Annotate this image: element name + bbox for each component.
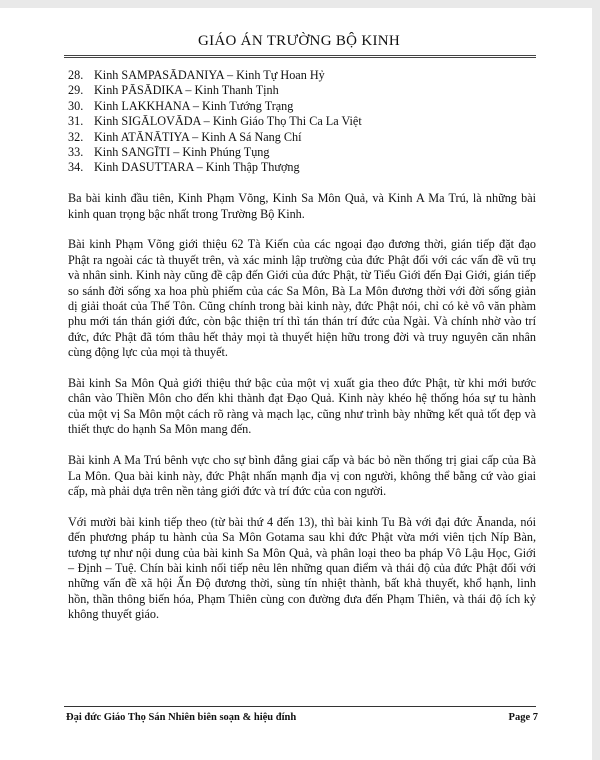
list-item-text: Kinh DASUTTARA – Kinh Thập Thượng — [94, 160, 300, 175]
footer-author: Đại đức Giáo Thọ Sán Nhiên biên soạn & hiệu đính — [66, 712, 297, 723]
header-rule — [64, 55, 536, 58]
list-item-number: 29. — [68, 83, 84, 98]
list-item-number: 31. — [68, 114, 84, 129]
list-item — [68, 160, 536, 175]
list-item-text: Kinh SAMPASĀDANIYA – Kinh Tự Hoan Hỷ — [94, 68, 325, 82]
viewer-frame-top — [0, 0, 600, 8]
footer-rule — [64, 706, 536, 707]
paragraph-intro: Ba bài kinh đầu tiên, Kinh Phạm Võng, Kinh Sa Môn Quả, và Kinh A Ma Trú, là những bài kinh quan trọng bậc nhất trong Trường Bộ Kinh. — [68, 191, 536, 221]
viewer-frame-right — [592, 0, 600, 760]
list-item — [68, 114, 536, 129]
paragraph-sa-mon-qua: Bài kinh Sa Môn Quả giới thiệu thứ bậc của một vị xuất gia theo đức Phật, từ khi mới bước chân vào Thiền Môn cho đến khi thành đạt Đạo Quả. Kinh này khéo hệ thống hóa sự tu hành của một vị Sa Môn một cách rõ ràng và mạch lạc, cũng như trình bày những kết quả tốt đẹp và thiết thực do hạnh Sa Môn mang đến. — [68, 376, 536, 437]
list-item-text: Kinh ATĀNĀTIYA – Kinh A Sá Nang Chí — [94, 129, 302, 144]
list-item-text: Kinh SIGĀLOVĀDA – Kinh Giáo Thọ Thi Ca La Việt — [94, 114, 362, 129]
list-item-text: Kinh PĀSĀDIKA – Kinh Thanh Tịnh — [94, 83, 279, 98]
list-item-number: 33. — [68, 145, 84, 160]
sutta-list — [68, 68, 536, 176]
paragraph-pham-vong: Bài kinh Phạm Võng giới thiệu 62 Tà Kiến của các ngoại đạo đương thời, gián tiếp đặt đạo Phật ra ngoài các tà thuyết trên, và xác minh lập trường của đức Phật đối với các vấn đề vũ trụ và nhân sinh. Kinh này cũng đề cập đến Giới của đức Phật, từ Tiểu Giới đến Đại Giới, gián tiếp so sánh đời sống xa hoa phù phiếm của các Sa Môn, Bà La Môn đương thời với đời sống giản dị giải thoát của Thế Tôn. Cũng chính trong bài kinh này, đức Phật nói, chỉ có kẻ vô văn phàm phu mới tán thán giới đức, còn bậc thiện trí thì tán thán trí đức của Ngài. Và chính nhờ vào trí đức, đức Phật đã tóm thâu hết thảy mọi tà thuyết hiện hữu trong đời và truy nguyên căn nhân cùng động lực của mọi tà thuyết. — [68, 237, 536, 360]
list-item-number: 28. — [68, 68, 84, 82]
list-item-number: 30. — [68, 98, 84, 113]
page-header-title: GIÁO ÁN TRƯỜNG BỘ KINH — [197, 33, 401, 49]
list-item — [68, 68, 536, 83]
list-item — [68, 145, 536, 160]
list-item — [68, 130, 536, 145]
paragraph-a-ma-tru: Bài kinh A Ma Trú bênh vực cho sự bình đẳng giai cấp và bác bỏ nền thống trị giai cấp của Bà La Môn. Qua bài kinh này, đức Phật nhấn mạnh địa vị con người, không thể bằng cứ vào giai cấp, mà phải dựa trên nền tảng giới đức và trí đức của con người. — [68, 453, 536, 498]
page-content — [68, 68, 536, 638]
list-item-text: Kinh LAKKHANA – Kinh Tướng Trạng — [94, 98, 294, 113]
list-item — [68, 99, 536, 114]
list-item-text: Kinh SANGĪTI – Kinh Phúng Tụng — [94, 145, 270, 160]
list-item — [68, 83, 536, 98]
page-number: Page 7 — [508, 712, 538, 723]
paragraph-ten-suttas: Với mười bài kinh tiếp theo (từ bài thứ 4 đến 13), thì bài kinh Tu Bà với đại đức Ānanda, nói đến phương pháp tu hành của Sa Môn Gotama sau khi đức Phật vừa mới viên tịch Níp Bàn, tương tự như nội dung của bài kinh Sa Môn Quả, và phân loại theo ba pháp Vô Lậu Học, Giới – Định – Tuệ. Chín bài kinh nối tiếp nêu lên những quan điểm và thái độ của đức Phật đối với những vấn đề xã hội Ấn Độ đương thời, sùng tín nhiệt thành, bất khả thuyết, khổ hạnh, linh hồn, thần thông biến hóa, Phạm Thiên cùng con đường đưa đến Phạm Thiên, và thái độ ích kỷ không thuyết giáo. — [68, 514, 536, 622]
list-item-number: 34. — [68, 160, 84, 175]
list-item-number: 32. — [68, 129, 84, 144]
